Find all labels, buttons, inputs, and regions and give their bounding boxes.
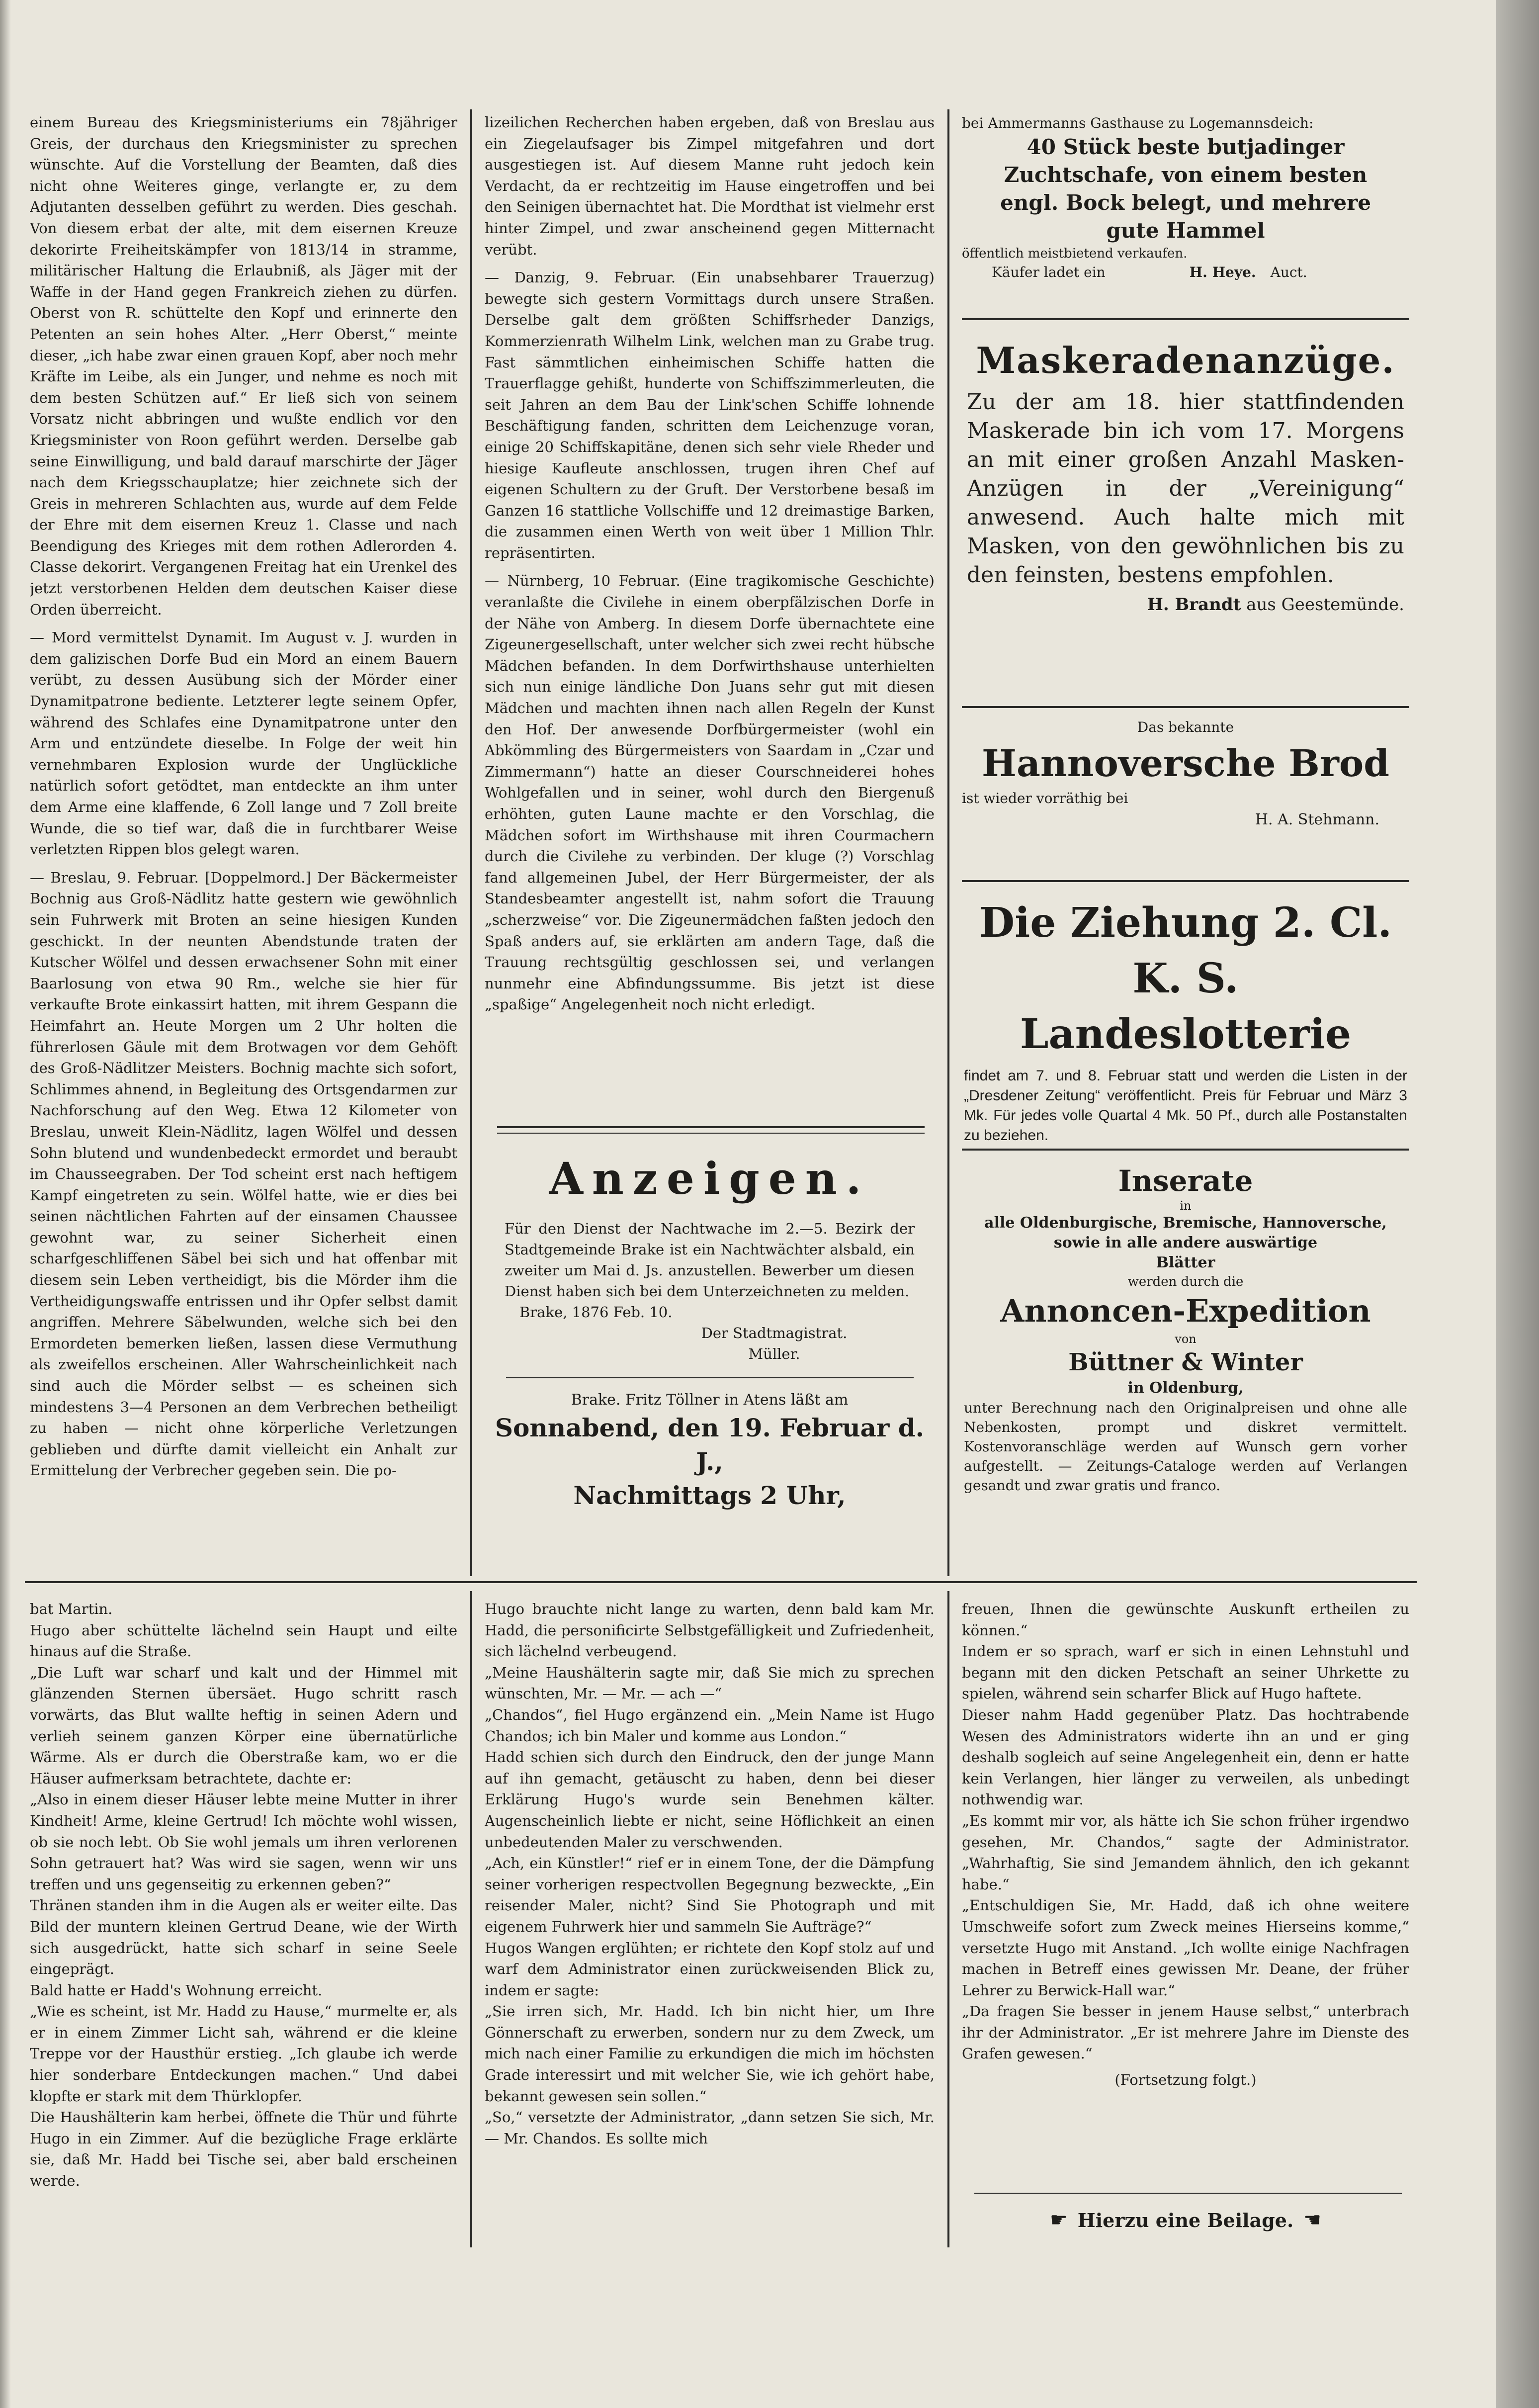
lotto-title-1: Die Ziehung 2. Cl.	[979, 899, 1392, 947]
schafe-line3: engl. Bock belegt, und mehrere	[1000, 190, 1371, 215]
schafe-intro: bei Ammermanns Gasthause zu Logemannsdeich:	[962, 115, 1314, 131]
ad-masken	[962, 333, 1409, 696]
news-item-breslau-cont: lizeilichen Recherchen haben ergeben, daß von Breslau aus ein Ziegelaufsager bis Zimpel mitgefahren und dort ausgestiegen ist. Auf diesem Manne ruht jedoch kein Verdacht, da er rechtzeitig im Hause eingetroffen und bei den Seinigen übernachtet hat. Die Mordthat ist vielmehr erst hinter Zimpel, und zwar anscheinend gegen Mitternacht verübt.	[485, 114, 935, 258]
ad-lotterie	[962, 895, 1409, 1144]
anzeigen-rule-thin	[497, 1133, 925, 1134]
ad-rule	[962, 706, 1409, 708]
schafe-line2: Zuchtschafe, von einem besten	[1004, 163, 1368, 187]
brod-name: H. A. Stehmann.	[1255, 811, 1379, 828]
notice-signature-name: Müller.	[748, 1345, 800, 1362]
schafe-line1: 40 Stück beste butjadinger	[1026, 135, 1345, 159]
ad-rule	[962, 318, 1409, 320]
schafe-line4: gute Hammel	[1106, 218, 1265, 243]
story-paragraph: „Sie irren sich, Mr. Hadd. Ich bin nicht hier, um Ihre Gönnerschaft zu erwerben, sondern nur zu dem Zweck, um mich nach einer Familie zu erkundigen die mich im höchsten Grade interessirt und mit welcher Sie, wie ich gehört habe, bekannt gewesen sein sollen.“	[485, 2003, 935, 2105]
inserate-in: in	[1180, 1199, 1192, 1213]
notice-signature: Der Stadtmagistrat.	[701, 1325, 848, 1341]
column-rule	[470, 109, 472, 1576]
story-paragraph: Hadd schien sich durch den Eindruck, den der junge Mann auf ihn gemacht, getäuscht zu haben, denn bei dieser Erklärung Hugo's wurde sein Benehmen kälter. Augenscheinlich liebte er nicht, seine Höflichkeit an einen unbedeutenden Maler zu verschwenden.	[485, 1749, 935, 1851]
ad-rule	[962, 880, 1409, 882]
masken-place: aus Geestemünde.	[1246, 595, 1404, 615]
story-paragraph: Thränen standen ihm in die Augen als er weiter eilte. Das Bild der muntern kleinen Gertrud Deane, wie der Wirth sich ausgedrückt, hatte sich scharf in seine Seele eingeprägt.	[30, 1897, 457, 1978]
ad-divider	[506, 1377, 914, 1378]
story-paragraph: Bald hatte er Hadd's Wohnung erreicht.	[30, 1981, 323, 1999]
story-paragraph: bat Martin.	[30, 1601, 113, 1617]
auction-intro: Brake. Fritz Töllner in Atens läßt am	[571, 1391, 849, 1409]
story-column-right	[962, 1599, 1409, 2255]
inserate-city: in Oldenburg,	[1127, 1379, 1244, 1397]
night-watch-notice: Für den Dienst der Nachtwache im 2.—5. Bezirk der Stadtgemeinde Brake ist ein Nachtwächter alsbald, ein zweiter um Mai d. Js. anzustellen. Bewerber um diesen Dienst haben sich bei dem Unterzeichneten zu melden.	[505, 1220, 915, 1300]
brod-pre: Das bekannte	[1137, 719, 1234, 735]
beilage-note	[962, 2200, 1409, 2240]
pointing-hand-icon: ☛	[1303, 2209, 1322, 2231]
news-item-nuernberg: — Nürnberg, 10 Februar. (Eine tragikomische Geschichte) veranlaßte die Civilehe in einem oberpfälzischen Dorfe in der Nähe von Amberg. In diesem Dorfe übernachtete eine Zigeunergesellschaft, unter welcher sich zwei recht hübsche Mädchen befanden. In dem Dorfwirthshause unterhielten sich nun einige ländliche Don Juans sehr gut mit diesen Mädchen und machten ihnen nach allen Regeln der Kunst den Hof. Der anwesende Dorfbürgermeister (wohl ein Abkömmling des Bürgermeisters von Saardam in „Czar und Zimmermann“) hatte an dieser Courschneiderei hohes Wohlgefallen und in seiner, wohl durch den Biergenuß erhöhten, guten Laune machte er den Vorschlag, die Mädchen sofort im Wirthshause mit ihren Courmachern durch die Civilehe zu verbinden. Der kluge (?) Vorschlag fand allgemeinen Jubel, der Herr Bürgermeister, der als Standesbeamter angestellt ist, nahm sofort die Trauung „scherzweise“ vor. Die Zigeunermädchen faßten jedoch den Spaß anders auf, sie erklärten am andern Tage, daß die Trauung rechtsgültig geschlossen sei, und verlangen nunmehr eine Abfindungssumme. Bis jetzt ist diese „spaßige“ Angelegenheit noch nicht erledigt.	[485, 572, 935, 1013]
story-paragraph: „Die Luft war scharf und kalt und der Himmel mit glänzenden Sternen übersäet. Hugo schritt rasch vorwärts, das Blut wallte heftig in seinen Adern und verlieh seinem ganzen Körper eine übernatürliche Wärme. Als er durch die Oberstraße kam, wo er die Häuser aufmerksam betrachtete, dachte er:	[30, 1664, 457, 1787]
story-column-left	[30, 1599, 457, 2255]
auction-time: Nachmittags 2 Uhr,	[573, 1481, 846, 1510]
inserate-papers: alle Oldenburgische, Bremische, Hannoversche, sowie in alle andere auswärtige	[984, 1214, 1387, 1251]
masken-text: Zu der am 18. hier stattfindenden Maskerade bin ich vom 17. Morgens an mit einer großen Anzahl Masken-Anzügen in der „Vereinigung“ anwesend. Auch halte mich mit Masken, von den gewöhnlichen bis zu den feinsten, bestens empfohlen.	[967, 389, 1404, 588]
inserate-von: von	[1175, 1332, 1197, 1346]
column-rule	[947, 1591, 949, 2247]
inserate-title: Inserate	[1118, 1164, 1253, 1198]
story-paragraph: Hugo aber schüttelte lächelnd sein Haupt und eilte hinaus auf die Straße.	[30, 1621, 457, 1660]
ad-inserate	[962, 1163, 1409, 1561]
story-paragraph: freuen, Ihnen die gewünschte Auskunft ertheilen zu können.“	[962, 1601, 1409, 1639]
news-item-dynamit: — Mord vermittelst Dynamit. Im August v. J. wurden in dem galizischen Dorfe Bud ein Mord an einem Bauern verübt, zu dessen Ausübung sich der Mörder einer Dynamitpatrone bediente. Letzterer legte seinem Opfer, während des Schlafes eine Dynamitpatrone unter den Arm und entzündete dieselbe. In Folge der weit hin vernehmbaren Explosion wurde der Unglückliche natürlich sofort getödtet, man entdeckte an ihm unter dem Arme eine klaffende, 6 Zoll lange und 7 Zoll breite Wunde, die so tief war, daß die in furchtbarer Weise verletzten Rippen blos gelegt waren.	[30, 629, 457, 858]
news-column-left	[30, 112, 457, 1574]
anzeigen-rule	[497, 1126, 925, 1128]
brod-title: Hannoversche Brod	[982, 742, 1389, 785]
binding-shadow	[0, 0, 11, 2408]
news-column-middle	[485, 112, 935, 1096]
column-rule	[947, 109, 949, 1576]
column-rule	[470, 1591, 472, 2247]
continuation-note: (Fortsetzung folgt.)	[1114, 2071, 1257, 2089]
notice-place-date: Brake, 1876 Feb. 10.	[519, 1304, 673, 1321]
news-item-danzig: — Danzig, 9. Februar. (Ein unabsehbarer Trauerzug) bewegte sich gestern Vormittags durch unsere Straßen. Derselbe galt dem größten Schiffsrheder Danzigs, Kommerzienrath Wilhelm Link, welchen man zu Grabe trug. Fast sämmtlichen einheimischen Schiffe hatten die Trauerflagge gehißt, hunderte von Schiffszimmerleuten, die seit Jahren an dem Bau der Link'schen Schiffe lohnende Beschäftigung fanden, schritten dem Leichenzuge voran, einige 20 Schiffskapitäne, denen sich sehr viele Rheder und hiesige Kaufleute anschlossen, trugen ihren Chef auf eigenen Schultern zu der Gruft. Der Verstorbene besaß im Ganzen 16 stattliche Vollschiffe und 12 dreimastige Barken, die zusammen einen Werth von weit über 1 Million Thlr. repräsentirten.	[485, 269, 935, 561]
story-paragraph: „Entschuldigen Sie, Mr. Hadd, daß ich ohne weitere Umschweife sofort zum Zweck meines Hierseins komme,“ versetzte Hugo mit Anstand. „Ich wollte einige Nachfragen machen in Betreff eines gewissen Mr. Deane, der früher Lehrer zu Berwick-Hall war.“	[962, 1897, 1409, 1999]
story-paragraph: Hugos Wangen erglühten; er richtete den Kopf stolz auf und warf dem Administrator einen zurückweisenden Blick zu, indem er sagte:	[485, 1939, 935, 1999]
inserate-blaetter: Blätter	[1156, 1254, 1215, 1271]
inserate-text: unter Berechnung nach den Originalpreisen und ohne alle Nebenkosten, prompt und diskret vermittelt. Kostenvoranschläge werden auf Wunsch gern vorher aufgestellt. — Zeitungs-Cataloge werden auf Verlangen gesandt und zwar gratis und franco.	[964, 1400, 1407, 1494]
news-item-breslau: — Breslau, 9. Februar. [Doppelmord.] Der Bäckermeister Bochnig aus Groß-Nädlitz hatte gestern wie gewöhnlich sein Fuhrwerk mit Broten an seine hiesigen Kunden geschickt. In der neunten Abendstunde traten der Kutscher Wölfel und dessen erwachsener Sohn mit einer Baarlosung von etwa 90 Rm., welche sie hier für verkaufte Brote einkassirt hatten, mit ihrem Gespann die Heimfahrt an. Heute Morgen um 2 Uhr holten die führerlosen Gäule mit dem Brotwagen vor dem Gehöft des Groß-Nädlitzer Meisters. Bochnig machte sich sofort, Schlimmes ahnend, in Begleitung des Ortsgendarmen zur Nachforschung auf den Weg. Etwa 12 Kilometer von Breslau, unweit Klein-Nädlitz, lagen Wölfel und dessen Sohn blutend und wundenbedeckt ermordet und beraubt im Chausseegraben. Der Tod scheint erst nach heftigem Kampf eingetreten zu sein. Wölfel hatte, wie er dies bei seinen nächtlichen Fahrten auf der einsamen Chaussee gewohnt war, zu seiner Sicherheit einen scharfgeschliffenen Säbel bei sich und hat offenbar mit diesem sein Leben vertheidigt, bis die Mörder ihm die Vertheidigungswaffe entrissen und ihr Opfer selbst damit angriffen. Mehrere Säbelwunden, welche sich bei den Ermordeten bemerken ließen, lassen diese Vermuthung als zweifellos erscheinen. Aller Wahrscheinlichkeit nach sind auch die Mörder selbst — es scheinen sich mindestens 3—4 Personen an dem Verbrechen betheiligt zu haben — nicht ohne körperliche Verletzungen geblieben und dürfte damit vielleicht ein Anhalt zur Ermittelung der Verbrecher gegeben sein. Die po-	[30, 869, 457, 1479]
page-edge	[1496, 0, 1539, 2408]
story-paragraph: Indem er so sprach, warf er sich in einen Lehnstuhl und begann mit den dicken Petschaft an seiner Uhrkette zu spielen, während sein scharfer Blick auf Hugo haftete.	[962, 1643, 1409, 1702]
masken-title: Maskeradenanzüge.	[976, 339, 1395, 381]
lotto-text: findet am 7. und 8. Februar statt und werden die Listen in der „Dresdener Zeitung“ veröffentlicht. Preis für Februar und März 3 Mk. Für jedes volle Quartal 4 Mk. 50 Pf., durch alle Postanstalten zu beziehen.	[964, 1068, 1407, 1144]
schafe-role: Auct.	[1270, 264, 1307, 280]
anzeigen-heading: Anzeigen.	[549, 1153, 870, 1204]
story-paragraph: Dieser nahm Hadd gegenüber Platz. Das hochtrabende Wesen des Administrators widerte ihn an und er ging deshalb sogleich auf seine Angelegenheit ein, denn er hatte kein Verlangen, hier länger zu verweilen, als unbedingt nothwendig war.	[962, 1706, 1409, 1808]
schafe-buyer: Käufer ladet ein	[992, 264, 1106, 280]
pointing-hand-icon: ☛	[1049, 2209, 1068, 2231]
story-paragraph: „Es kommt mir vor, als hätte ich Sie schon früher irgendwo gesehen, Mr. Chandos,“ sagte der Administrator. „Wahrhaftig, Sie sind Jemandem ähnlich, den ich gekannt habe.“	[962, 1812, 1409, 1893]
story-paragraph: „Meine Haushälterin sagte mir, daß Sie mich zu sprechen wünschten, Mr. — Mr. — ach —“	[485, 1664, 935, 1702]
beilage-text: Hierzu eine Beilage.	[1077, 2209, 1294, 2231]
story-paragraph: „Also in einem dieser Häuser lebte meine Mutter in ihrer Kindheit! Arme, kleine Gertrud! Ich möchte wohl wissen, ob sie noch lebt. Ob Sie wohl jemals um ihren verlorenen Sohn getrauert hat? Was wird sie sagen, wenn wir uns treffen und uns gegenseitig zu erkennen geben?“	[30, 1791, 457, 1893]
auction-date: Sonnabend, den 19. Februar d. J.,	[495, 1413, 925, 1476]
lotto-title-2: K. S. Landeslotterie	[1020, 955, 1352, 1058]
anzeigen-block	[485, 1144, 935, 1576]
section-rule	[25, 1581, 1417, 1583]
story-paragraph: Hugo brauchte nicht lange zu warten, denn bald kam Mr. Hadd, die personificirte Selbstgefälligkeit und Zufriedenheit, sich lächelnd verbeugend.	[485, 1601, 935, 1660]
news-item-veteran: einem Bureau des Kriegsministeriums ein 78jähriger Greis, der durchaus den Kriegsminister zu sprechen wünschte. Auf die Vorstellung der Beamten, daß dies nicht ohne Weiteres ginge, verlangte er, zu dem Adjutanten desselben geführt zu werden. Dies geschah. Von diesem erbat der alte, mit dem eisernen Kreuze dekorirte Freiheitskämpfer von 1813/14 in stramme, militärischer Haltung die Erlaubniß, als Jäger mit der Waffe in der Hand gegen Frankreich ziehen zu dürfen. Oberst von R. schüttelte den Kopf und erinnerte den Petenten an sein hohes Alter. „Herr Oberst,“ meinte dieser, „ich habe zwar einen grauen Kopf, aber noch mehr Kräfte im Leibe, als ein Junger, und nehme es noch mit dem besten Schützen auf.“ Er ließ sich von seinem Vorsatz nicht abbringen und wußte endlich vor den Kriegsminister von Roon geführt werden. Derselbe gab seine Einwilligung, und bald darauf marschirte der Jäger nach dem Kriegsschauplatze; hier zeichnete sich der Greis in mehreren Schlachten aus, wurde auf dem Felde der Ehre mit dem eisernen Kreuz 1. Classe und nach Beendigung des Krieges mit dem rothen Adlerorden 4. Classe dekorirt. Vergangenen Freitag hat ein Urenkel des jetzt verstorbenen Helden dem deutschen Kaiser diese Orden überreicht.	[30, 114, 457, 618]
ad-brod	[962, 716, 1409, 865]
story-paragraph: „Chandos“, fiel Hugo ergänzend ein. „Mein Name ist Hugo Chandos; ich bin Maler und komme aus London.“	[485, 1706, 935, 1745]
beilage-rule	[974, 2193, 1402, 2194]
story-paragraph: „Wie es scheint, ist Mr. Hadd zu Hause,“ murmelte er, als er in einem Zimmer Licht sah, während er die kleine Treppe vor der Hausthür erstieg. „Ich glaube ich werde hier sonderbare Entdeckungen machen.“ Und dabei klopfte er stark mit dem Thürklopfer.	[30, 2003, 457, 2105]
masken-name: H. Brandt	[1147, 595, 1241, 615]
ad-rule	[962, 1149, 1409, 1151]
story-paragraph: „So,“ versetzte der Administrator, „dann setzen Sie sich, Mr. — Mr. Chandos. Es sollte mich	[485, 2109, 935, 2147]
story-column-middle	[485, 1599, 935, 2255]
schafe-note: öffentlich meistbietend verkaufen.	[962, 246, 1188, 261]
schafe-name: H. Heye.	[1189, 264, 1256, 280]
brod-note: ist wieder vorräthig bei	[962, 790, 1128, 806]
story-paragraph: Die Haushälterin kam herbei, öffnete die Thür und führte Hugo in ein Zimmer. Auf die bezügliche Frage erklärte sie, daß Mr. Hadd bei Tische sei, aber bald erscheinen werde.	[30, 2109, 457, 2190]
inserate-expedition: Annoncen-Expedition	[1000, 1293, 1371, 1329]
story-paragraph: „Da fragen Sie besser in jenem Hause selbst,“ unterbrach ihr der Administrator. „Er ist mehrere Jahre im Dienste des Grafen gewesen.“	[962, 2003, 1409, 2062]
story-paragraph: „Ach, ein Künstler!“ rief er in einem Tone, der die Dämpfung seiner vorherigen respectvollen Begegnung bezweckte, „Ein reisender Maler, nicht? Sind Sie Photograph und mit eigenem Fuhrwerk hier und sammeln Sie Aufträge?“	[485, 1855, 935, 1935]
inserate-firm: Büttner & Winter	[1068, 1348, 1303, 1376]
ad-schafe	[962, 113, 1409, 312]
inserate-via: werden durch die	[1127, 1274, 1244, 1289]
